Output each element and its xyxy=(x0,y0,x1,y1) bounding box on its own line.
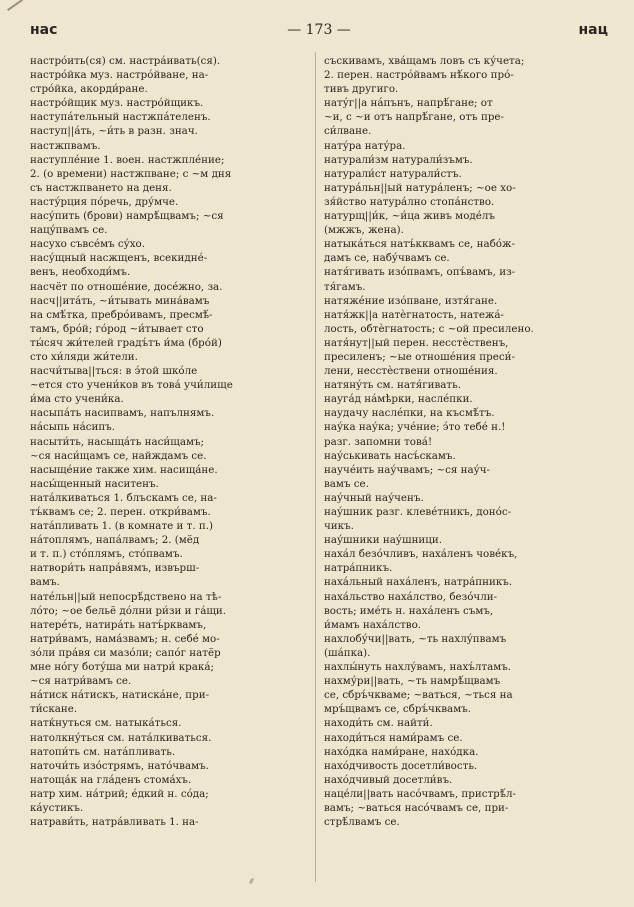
entry-line: насыще́ние также хим. насища́не. xyxy=(30,463,218,476)
entry-line: натурали́зм натурали́зъмъ. xyxy=(324,153,473,166)
entry-line: нау́шники нау́шници. xyxy=(324,534,443,547)
entry-line: мръ́щвамъ се, сбръ́чквамъ. xyxy=(324,703,472,716)
page-number: — 173 — xyxy=(287,22,351,38)
entry-line: тъ́квамъ се; 2. перен. откри́вамъ. xyxy=(30,506,211,518)
entry-line: вость; име́ть н. наха́ленъ съмъ, xyxy=(324,604,494,617)
entry-line: натя́гивать изо́пвамъ, опъ́вамъ, из- xyxy=(324,266,516,279)
entry-line: нау́чный нау́ченъ. xyxy=(324,491,424,504)
entry-line: вамъ; ~ваться насо́чвамъ се, при- xyxy=(324,801,509,814)
entry-line: натыка́ться натъ́кквамъ се, набо́ж- xyxy=(324,238,515,251)
entry-line: тамъ, бро́й; го́род ~и́тывает сто xyxy=(30,322,204,335)
entry-line: на смѣ́тка, пребро́ивамъ, пресмѣ́- xyxy=(30,308,213,321)
entry-line: настжпвамъ. xyxy=(30,139,101,152)
entry-line: науга́д на́мѣрки, насле́пки. xyxy=(324,393,473,406)
entry-line: наха́льство наха́лство, безо́чли- xyxy=(324,590,498,603)
entry-line: съ настжпването на деня. xyxy=(30,181,172,194)
entry-line: натри́вамъ, нама́звамъ; н. себе́ мо- xyxy=(30,632,220,645)
entry-line: насыпа́ть насипвамъ, напълнямъ. xyxy=(30,407,215,420)
entry-line: и́мамъ наха́лство. xyxy=(324,618,422,631)
paper-speck xyxy=(249,878,255,885)
entry-line: съскивамъ, хва́щамъ ловъ съ ку́чета; xyxy=(324,55,525,67)
entry-line: нате́льн||ый непосрѣ́дствено на тѣ- xyxy=(30,590,222,603)
entry-line: настро́ить(ся) см. настра́ивать(ся). xyxy=(30,55,221,67)
entry-line: дамъ се, набу́чвамъ се. xyxy=(324,252,450,265)
entry-line: венъ, необходи́мъ. xyxy=(30,266,131,279)
entry-line: на́сыпь на́сипъ. xyxy=(30,421,116,434)
entry-line: и т. п.) сто́плямъ, сто́пвамъ. xyxy=(30,548,183,561)
entry-line: си́лване. xyxy=(324,125,372,138)
entry-line: насу́пить (брови) намрѣ́щвамъ; ~ся xyxy=(30,210,224,223)
entry-line: нахо́дчивый досетли́въ. xyxy=(324,773,453,786)
entry-line: нату́г||а на́пънъ, напрѣ́гане; от xyxy=(324,97,493,110)
column-divider xyxy=(315,52,316,882)
entry-line: натяже́ние изо́пване, изтя́гане. xyxy=(324,294,498,307)
entry-line: нау́ськивать насъ́скамъ. xyxy=(324,449,456,462)
entry-line: лени, несстѐствени отноше́ния. xyxy=(324,365,498,378)
entry-line: ло́то; ~ое бельё до́лни ри́зи и га́щи. xyxy=(30,604,227,617)
entry-line: насч||ита́ть, ~и́тывать мина́вамъ xyxy=(30,294,210,307)
entry-line: нахо́дка нами́ране, нахо́дка. xyxy=(324,745,479,758)
entry-line: ~ся натри́вамъ се. xyxy=(30,675,132,688)
entry-line: находи́ться нами́рамъ се. xyxy=(324,731,463,744)
entry-line: нахму́ри||вать, ~ть намрѣ́щвамъ xyxy=(324,675,501,688)
left-column xyxy=(30,54,308,829)
entry-line: ка́устикъ. xyxy=(30,801,84,814)
entry-line: нау́шник разг. клеве́тникъ, доно́с- xyxy=(324,506,512,518)
entry-line: натя́жк||а натѐгнатость, натежа́- xyxy=(324,308,505,321)
entry-line: натоща́к на гла́денъ стома́хъ. xyxy=(30,773,192,786)
entry-line: натр хим. на́трий; е́дкий н. со́да; xyxy=(30,787,209,800)
entry-line: вамъ се. xyxy=(324,477,369,490)
entry-line: насчёт по отноше́ние, досе́жно, за. xyxy=(30,280,223,293)
page-corner-mark xyxy=(7,0,23,11)
entry-line: натрави́ть, натра́вливать 1. на- xyxy=(30,816,199,829)
entry-line: насчи́тыва||ться: в э́той шко́ле xyxy=(30,365,198,378)
entry-line: на́топлямъ, напа́лвамъ; 2. (мёд xyxy=(30,534,200,547)
entry-line: находи́ть см. найти́. xyxy=(324,717,433,730)
entry-line: разг. запомни това́! xyxy=(324,435,433,448)
entry-line: насыти́ть, насыща́ть наси́щамъ; xyxy=(30,435,204,448)
entry-line: наце́ли||вать насо́чвамъ, пристрѣ́л- xyxy=(324,787,516,800)
entry-line: ти́скане. xyxy=(30,703,78,716)
entry-line: вамъ. xyxy=(30,576,60,589)
entry-line: 2. перен. настро́йвамъ нѣ́кого про́- xyxy=(324,69,514,82)
entry-line: настро́йка муз. настро́йване, на- xyxy=(30,69,209,82)
header-right-guideword: нац xyxy=(578,22,608,38)
entry-line: нату́ра нату́ра. xyxy=(324,139,406,152)
entry-line: се, сбръ́чкваме; ~ваться, ~ться на xyxy=(324,689,513,702)
entry-line: наступле́ние 1. воен. настжпле́ние; xyxy=(30,153,225,166)
entry-line: нахлобу́чи||вать, ~ть нахлу́пвамъ xyxy=(324,632,507,645)
entry-line: на́тиск на́тискъ, натиска́не, при- xyxy=(30,689,210,702)
entry-line: мне но́гу боту́ша ми натри́ крака́; xyxy=(30,661,214,674)
entry-line: тивъ другиго. xyxy=(324,83,399,96)
entry-line: ты́сяч жи́телей градъ́тъ и́ма (бро́й) xyxy=(30,336,222,349)
right-column xyxy=(324,54,602,829)
entry-line: натура́льн||ый натура́ленъ; ~ое хо- xyxy=(324,181,516,194)
entry-line: натопи́ть см. ната́пливать. xyxy=(30,745,176,758)
entry-line: нахо́дчивость досетли́вость. xyxy=(324,759,478,772)
entry-line: (ша́пка). xyxy=(324,646,371,659)
entry-line: наступа́тельный настжпа́теленъ. xyxy=(30,111,211,124)
entry-line: наха́л безо́чливъ, наха́ленъ чове́къ, xyxy=(324,548,518,561)
entry-line: натяну́ть см. натя́гивать. xyxy=(324,379,461,392)
page-header xyxy=(30,22,608,44)
entry-line: ната́лкиваться 1. блъскамъ се, на- xyxy=(30,491,217,504)
entry-line: зо́ли пра́вя си мазо́ли; сапо́г натёр xyxy=(30,646,221,659)
entry-line: тя́гамъ. xyxy=(324,280,366,293)
entry-line: нацу́пвамъ се. xyxy=(30,224,108,237)
entry-line: натя́нут||ый перен. несстѐственъ, xyxy=(324,336,509,349)
entry-line: ната́пливать 1. (в комнате и т. п.) xyxy=(30,520,214,533)
entry-line: наудачу насле́пки, на късмѣ́тъ. xyxy=(324,407,495,420)
entry-line: зя́йство натура́лно стопа́нство. xyxy=(324,195,495,208)
entry-line: натолкну́ться см. ната́лкиваться. xyxy=(30,731,212,744)
entry-line: ~ся наси́щамъ се, найждамъ се. xyxy=(30,449,207,462)
entry-line: 2. (о времени) настжпване; с ~м дня xyxy=(30,167,232,180)
entry-line: натурали́ст натурали́стъ. xyxy=(324,167,462,180)
entry-line: натра́пникъ. xyxy=(324,562,393,575)
entry-line: наха́льный наха́ленъ, натра́пникъ. xyxy=(324,576,513,589)
entry-line: натќнуться см. натыка́ться. xyxy=(30,717,182,730)
entry-line: насту́рция по́речь, дру́мче. xyxy=(30,195,179,208)
entry-line: настро́йщик муз. настро́йщикъ. xyxy=(30,97,204,110)
entry-line: насухо съвсе́мъ су́хо. xyxy=(30,238,146,251)
entry-line: лость, обтѐгнатость; с ~ой пресилено. xyxy=(324,322,534,335)
entry-line: (мжжъ, жена). xyxy=(324,224,404,237)
entry-line: наточи́ть изо́стрямъ, нато́чвамъ. xyxy=(30,759,209,772)
entry-line: ~ется сто учени́ков въ това́ учи́лище xyxy=(30,379,233,392)
entry-line: насу́щный насжщенъ, всекидне́- xyxy=(30,252,208,265)
entry-line: науче́ить нау́чвамъ; ~ся нау́ч- xyxy=(324,463,491,476)
entry-line: стрѣ́лвамъ се. xyxy=(324,816,400,829)
entry-line: натере́ть, натира́ть натъ́рквамъ, xyxy=(30,618,207,631)
entry-line: ~и, с ~и отъ напрѣ́гане, отъ пре- xyxy=(324,111,505,124)
entry-line: натурщ||и́к, ~и́ца живъ моде́лъ xyxy=(324,210,495,223)
entry-line: насы́щенный наситенъ. xyxy=(30,477,159,490)
entry-line: натвори́ть напра́вямъ, извърш- xyxy=(30,562,200,575)
entry-line: и́ма сто учени́ка. xyxy=(30,393,124,406)
entry-line: нахлы́нуть нахлу́вамъ, нахъ́лтамъ. xyxy=(324,661,512,674)
entry-line: чикъ. xyxy=(324,520,354,533)
entry-line: наступ||а́ть, ~и́ть в разн. знач. xyxy=(30,125,198,138)
entry-line: пресиленъ; ~ые отноше́ния преси́- xyxy=(324,350,515,363)
entry-line: нау́ка нау́ка; уче́ние; э́то тебе́ н.! xyxy=(324,421,506,434)
entry-line: сто хи́ляди жи́тели. xyxy=(30,350,138,363)
entry-line: стро́йка, акорди́ране. xyxy=(30,83,148,96)
header-left-guideword: нас xyxy=(30,22,58,38)
